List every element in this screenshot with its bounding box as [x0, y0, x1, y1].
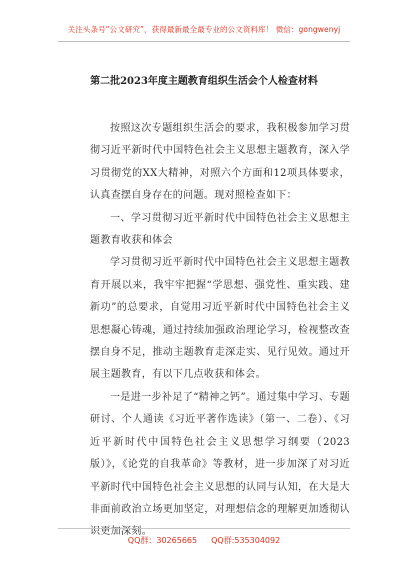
document-body	[90, 118, 350, 544]
section-heading-1: 一、学习贯彻习近平新时代中国特色社会主义思想主题教育收获和体会	[90, 212, 350, 247]
document-title: 第二批2023年度主题教育组织生活会个人检查材料	[90, 76, 318, 87]
footer-divider	[58, 528, 350, 529]
footer	[0, 535, 408, 546]
paragraph-section-1: 学习贯彻习近平新时代中国特色社会主义思想主题教育开展以来，我牢牢把握“学思想、强党性、重实践、建新功”的总要求，自觉用习近平新时代中国特色社会主义思想凝心铸魂，通过持续加强政治理论学习，检视整改查摆自身不足，推动主题教育走深走实、见行见效。通过开展主题教育，有以下几点收获和体会。	[90, 257, 350, 381]
header-divider	[58, 41, 350, 42]
paragraph-point-1: 一是进一步补足了“精神之钙”。通过集中学习、专题研讨、个人通读《习近平著作选读》（第一、二卷）、《习近平新时代中国特色社会主义思想学习纲要（2023版）》，《论党的自我革命》等教材，进一步加深了对习近平新时代中国特色社会主义思想的认同与认知，在大是大非面前政治立场更加坚定，对理想信念的理解更加透彻认识更加深刻。	[90, 391, 350, 538]
paragraph-intro: 按照这次专题组织生活会的要求，我积极参加学习贯彻习近平新时代中国特色社会主义思想主题教育，深入学习贯彻党的XX大精神，对照六个方面和12项具体要求，认真查摆自身存在的问题。现对照检查如下：	[90, 123, 350, 202]
footer-qq-group-1: QQ群：30265665	[127, 536, 198, 545]
footer-qq-group-2: QQ群:535304092	[211, 536, 281, 545]
header-banner: 关注头条号“公文研究”，获得最新最全最专业的公文资料库！ 微信：gongwenyj	[67, 25, 341, 34]
